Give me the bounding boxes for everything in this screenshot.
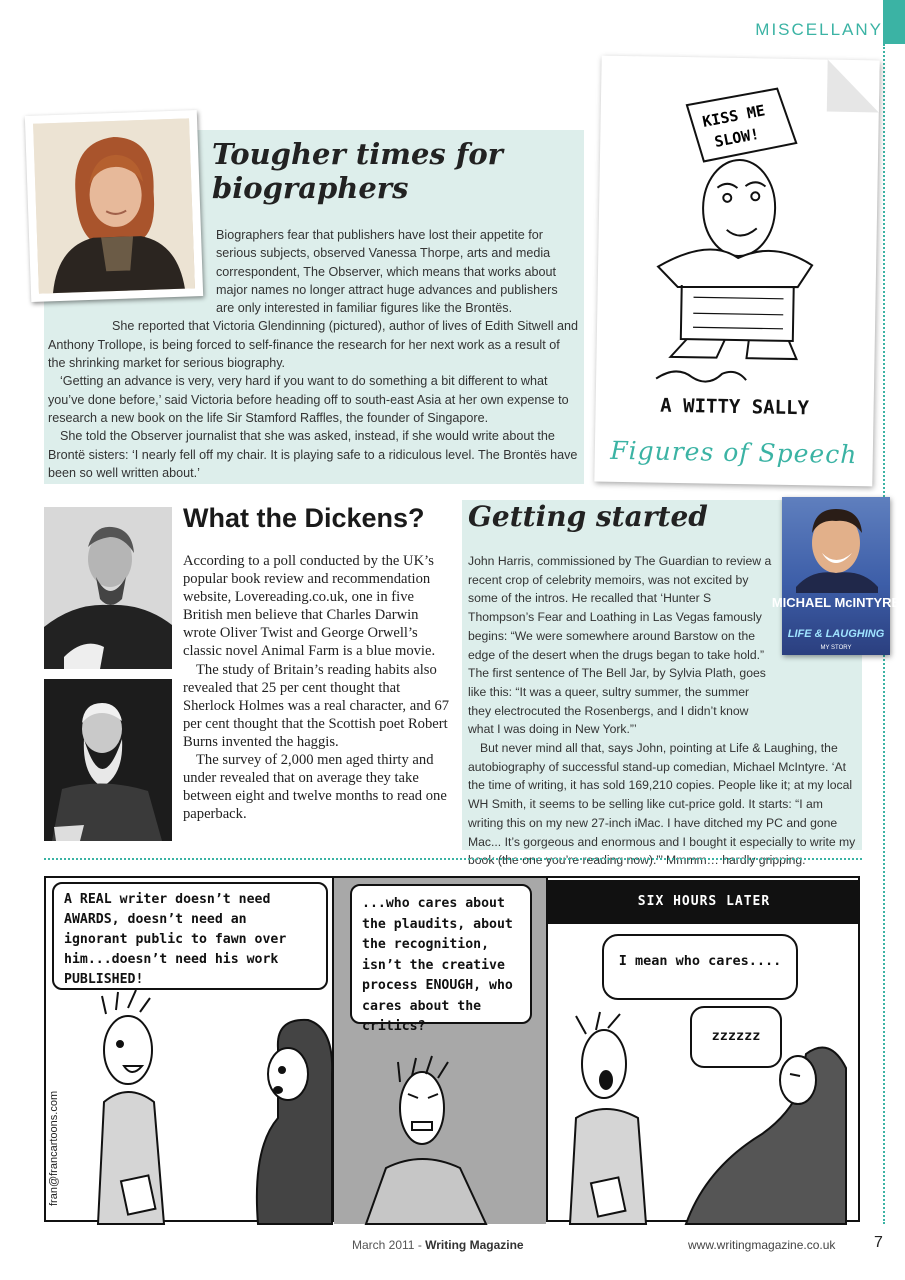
dickens-paragraph: The survey of 2,000 men aged thirty and under revealed that on average they take between eight and twelve months to read one paperback.: [183, 752, 447, 823]
book-title: LIFE & LAUGHING: [787, 628, 885, 640]
getting-started-paragraph: But never mind all that, says John, pointing at Life & Laughing, the autobiography of successful stand-up comedian, Michael McIntyre. ‘At the time of writing, it has sold 169,210 copies. People like it; at my local WH Smith, it seems to be selling like cut-price gold. It starts: “I am writing this on my new 27-inch iMac. I have ditched my PC and gone Mac... It’s gorgeous and enormous and I bought it especially to write my book (the one you’re reading now).”’ Mmmm… hardly gripping.: [468, 741, 856, 868]
dickens-paragraph: According to a poll conducted by the UK’s popular book review and recommendation website, Lovereading.co.uk, one in five British men believe that Charles Darwin wrote Oliver Twist and George Orwell’s classic novel Animal Farm is a blue movie.: [183, 553, 436, 660]
dickens-portrait: [44, 507, 172, 669]
dickens-body: [183, 552, 455, 823]
getting-started-body: [468, 552, 858, 870]
charles-dickens-photo: [44, 507, 172, 669]
speech-bubble-snoring: zzzzzz: [690, 1006, 782, 1068]
charles-darwin-photo: [44, 679, 172, 841]
cartoon-series-title: Figures of Speech: [610, 435, 858, 470]
biographers-body: [48, 226, 578, 482]
speech-bubble-awards: A REAL writer doesn’t need AWARDS, doesn’t need an ignorant public to fawn over him...doesn’t need his work PUBLISHED!: [52, 882, 328, 990]
hat-text: KISS ME SLOW!: [700, 101, 767, 152]
figures-of-speech-card: [594, 56, 879, 487]
biographers-title: Tougher times for biographers: [212, 137, 503, 205]
section-tag-bar: [883, 0, 905, 44]
getting-started-title: Getting started: [468, 500, 708, 533]
book-author: MICHAEL McINTYRE: [771, 595, 901, 610]
cartoon-caption: A WITTY SALLY: [660, 394, 810, 420]
caption-six-hours-later: SIX HOURS LATER: [548, 880, 860, 924]
speech-bubble-critics: ...who cares about the plaudits, about the recognition, isn’t the creative process ENOUGH, who cares about the critics?: [350, 884, 532, 1024]
speech-bubble-who-cares: I mean who cares....: [602, 934, 798, 1000]
page-number: 7: [874, 1234, 883, 1251]
dickens-title: What the Dickens?: [183, 503, 425, 533]
footer-url[interactable]: www.writingmagazine.co.uk: [688, 1238, 836, 1252]
cartoonist-credit: fran@francartoons.com: [48, 1090, 60, 1206]
footer-date: March 2011: [352, 1238, 415, 1252]
comic-strip: [44, 876, 860, 1222]
footer-magazine: Writing Magazine: [425, 1238, 524, 1252]
biographers-paragraph: She told the Observer journalist that she was asked, instead, if she would write about the Brontë sisters: ‘I nearly fell off my chair. It is playing safe to a ridiculous level. The Brontës have been so well written about.’: [48, 429, 578, 480]
biographers-paragraph: Biographers fear that publishers have lost their appetite for serious subjects, observed Vanessa Thorpe, arts and media correspondent, The Observer, which means that works about major names no longer attract huge advances and publishers are only interested in familiar figures like the Brontës.: [216, 228, 558, 316]
book-subtitle: MY STORY: [820, 645, 852, 651]
getting-started-paragraph: John Harris, commissioned by The Guardian to review a recent crop of celebrity memoirs, was not excited by some of the intros. He recalled that ‘Hunter S Thompson’s Fear and Loathing in Las Vegas famously begins: “We were somewhere around Barstow on the edge of the desert when the drugs began to take hold.” The first sentence of The Bell Jar, by Sylvia Plath, goes like this: “It was a queer, sultry summer, the summer they electrocuted the Rosenbergs, and I didn’t know what I was doing in New York.”’: [468, 554, 772, 737]
page-curl: [827, 60, 880, 113]
darwin-portrait: [44, 679, 172, 841]
biographers-paragraph: She reported that Victoria Glendinning (pictured), author of lives of Edith Sitwell and Anthony Trollope, is being forced to self-finance the research for her next work as a result of the shrinking market for serious biography.: [48, 319, 578, 371]
biographers-paragraph: ‘Getting an advance is very, very hard if you want to do something a bit different to what you’ve done before,’ said Victoria before heading off to south-east Asia at her own expense to research a new book on the life Sir Stamford Raffles, the founder of Singapore.: [48, 374, 569, 425]
section-tag: MISCELLANY: [755, 20, 883, 39]
footer-issue: March 2011 - Writing Magazine: [352, 1238, 524, 1252]
dickens-paragraph: The study of Britain’s reading habits also revealed that 25 per cent thought that Sherlock Holmes was a real character, and 67 per cent thought that the Scottish poet Robert Burns invented the haggis.: [183, 661, 450, 750]
section-divider: [44, 858, 862, 860]
